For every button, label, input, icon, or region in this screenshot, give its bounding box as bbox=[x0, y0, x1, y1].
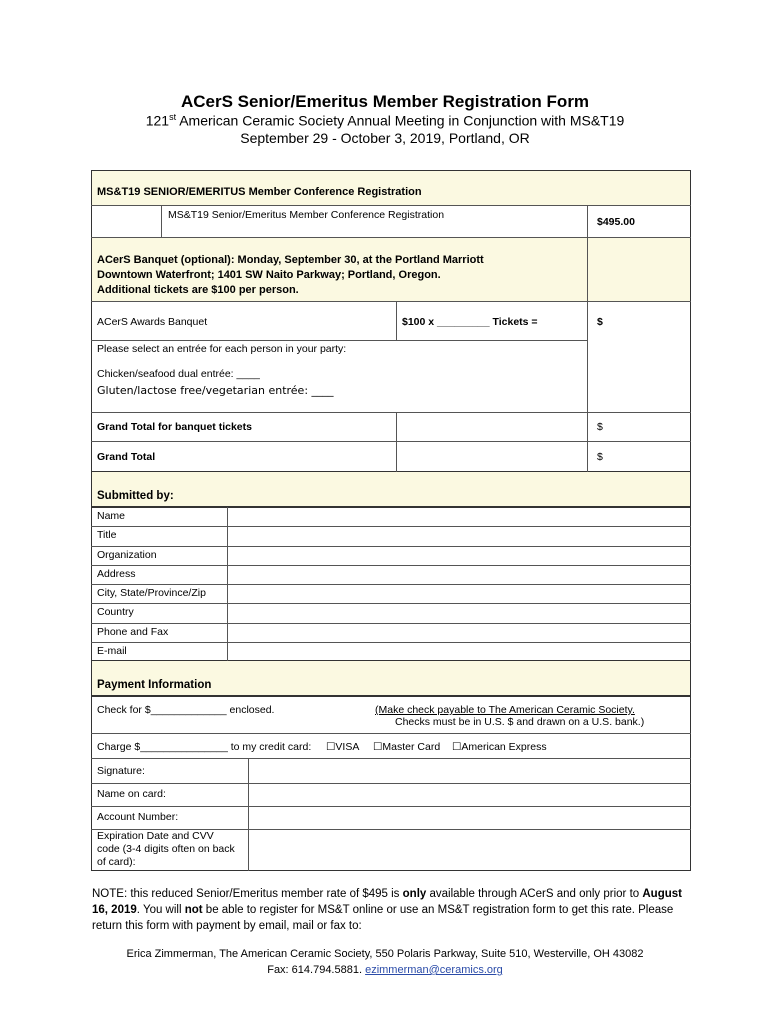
entree-vegetarian-field[interactable]: Gluten/lactose free/vegetarian entrée: ____ bbox=[97, 384, 334, 397]
submitted-field-label: Address bbox=[97, 567, 136, 580]
expiration-cvv-input[interactable] bbox=[249, 830, 690, 870]
submitted-field-input[interactable] bbox=[228, 604, 690, 622]
divider bbox=[91, 205, 691, 206]
note-paragraph bbox=[92, 886, 692, 934]
conference-item-price: $495.00 bbox=[597, 216, 635, 228]
submitted-field-input[interactable] bbox=[228, 585, 690, 603]
account-number-input[interactable] bbox=[249, 807, 690, 829]
name-on-card-label: Name on card: bbox=[97, 788, 166, 800]
note-text: . You will bbox=[136, 904, 185, 916]
submitted-field-label: Name bbox=[97, 510, 126, 522]
submitted-field-input[interactable] bbox=[228, 624, 690, 642]
footer-contact bbox=[0, 964, 770, 976]
divider bbox=[91, 301, 691, 302]
signature-input[interactable] bbox=[249, 759, 690, 783]
check-note-line1: (Make check payable to The American Ceramic Society. bbox=[375, 704, 635, 716]
awards-amount-field[interactable]: $ bbox=[597, 316, 603, 328]
footer-email-link[interactable]: ezimmerman@ceramics.org bbox=[365, 964, 503, 976]
tickets-quantity-field[interactable]: $100 x _________ Tickets = bbox=[402, 316, 538, 328]
conference-heading: MS&T19 SENIOR/EMERITUS Member Conference Registration bbox=[97, 186, 422, 198]
submitted-field-input[interactable] bbox=[228, 547, 690, 565]
footer-fax: Fax: 614.794.5881. bbox=[267, 964, 366, 976]
banquet-heading-line3: Additional tickets are $100 per person. bbox=[97, 284, 299, 296]
check-amount-field[interactable]: Check for $_____________ enclosed. bbox=[97, 704, 275, 716]
divider bbox=[161, 205, 162, 237]
banquet-heading-line2: Downtown Waterfront; 1401 SW Naito Parkway; Portland, Oregon. bbox=[97, 269, 441, 281]
grand-total-field[interactable]: $ bbox=[597, 451, 603, 463]
note-text: available through ACerS and only prior to bbox=[426, 888, 643, 900]
submitted-field-label: E-mail bbox=[97, 644, 127, 657]
account-number-label: Account Number: bbox=[97, 811, 179, 823]
note-text: NOTE: this reduced Senior/Emeritus member rate of $495 is bbox=[92, 888, 403, 900]
note-text: be able to register for MS&T online or use an MS&T registration form to get this rate. Please return this form with payment by email, mail or fax to: bbox=[92, 904, 674, 932]
divider bbox=[396, 412, 397, 472]
form-title: ACerS Senior/Emeritus Member Registration Form bbox=[180, 92, 590, 111]
banquet-total-label: Grand Total for banquet tickets bbox=[97, 421, 252, 433]
note-deadline: August 16, 2019 bbox=[92, 888, 682, 916]
ordinal-suffix: st bbox=[169, 112, 177, 122]
check-note-line2: Checks must be in U.S. $ and drawn on a U.S. bank.) bbox=[395, 716, 645, 728]
divider bbox=[91, 441, 691, 442]
divider bbox=[91, 412, 691, 413]
divider bbox=[91, 546, 691, 547]
banquet-heading-bg-right bbox=[588, 238, 690, 301]
meeting-dates: September 29 - October 3, 2019, Portland, OR bbox=[240, 130, 530, 146]
entree-prompt: Please select an entrée for each person in your party: bbox=[97, 343, 347, 355]
mastercard-checkbox[interactable]: ☐Master Card bbox=[373, 741, 441, 753]
divider bbox=[396, 301, 397, 341]
entree-chicken-field[interactable]: Chicken/seafood dual entrée: ____ bbox=[97, 368, 260, 380]
divider bbox=[91, 565, 691, 566]
divider bbox=[91, 526, 691, 527]
expiration-label-text: Expiration Date and CVV bbox=[97, 830, 214, 842]
submitted-field-label: Organization bbox=[97, 548, 157, 561]
footer-address: Erica Zimmerman, The American Ceramic Society, 550 Polaris Parkway, Suite 510, Westerville, OH 43082 bbox=[126, 948, 644, 960]
submitted-heading: Submitted by: bbox=[97, 490, 174, 502]
expiration-label-line2: code (3-4 digits often on back bbox=[97, 843, 235, 855]
submitted-field-label: Country bbox=[97, 606, 134, 619]
submitted-field-input[interactable] bbox=[228, 566, 690, 584]
payment-heading: Payment Information bbox=[97, 679, 212, 691]
submitted-field-label: City, State/Province/Zip bbox=[97, 587, 206, 599]
subtitle-text: American Ceramic Society Annual Meeting in Conjunction with MS&T19 bbox=[176, 112, 625, 129]
banquet-total-field[interactable]: $ bbox=[597, 421, 603, 433]
expiration-label-line1 bbox=[97, 830, 214, 842]
awards-banquet-label: ACerS Awards Banquet bbox=[97, 316, 208, 328]
conference-item-label: MS&T19 Senior/Emeritus Member Conference Registration bbox=[168, 209, 445, 221]
divider bbox=[91, 584, 691, 585]
name-on-card-input[interactable] bbox=[249, 784, 690, 806]
divider bbox=[91, 603, 691, 604]
note-not: not bbox=[184, 904, 203, 916]
expiration-label-line3: of card): bbox=[97, 856, 136, 868]
note-only: only bbox=[402, 888, 427, 900]
submitted-field-input[interactable] bbox=[228, 527, 690, 545]
submitted-field-label: Phone and Fax bbox=[97, 625, 169, 638]
submitted-field-input[interactable] bbox=[228, 643, 690, 661]
submitted-field-input[interactable] bbox=[228, 508, 690, 526]
signature-label: Signature: bbox=[97, 765, 145, 777]
divider bbox=[91, 733, 691, 734]
meeting-subtitle bbox=[0, 112, 770, 129]
divider bbox=[91, 340, 587, 341]
visa-checkbox[interactable]: ☐VISA bbox=[326, 741, 360, 753]
charge-amount-field[interactable]: Charge $_______________ to my credit card: bbox=[97, 741, 312, 753]
submitted-field-label: Title bbox=[97, 529, 117, 542]
ordinal-number: 121 bbox=[145, 112, 170, 129]
grand-total-label: Grand Total bbox=[97, 451, 156, 463]
divider bbox=[91, 642, 691, 643]
divider bbox=[91, 623, 691, 624]
banquet-heading-line1: ACerS Banquet (optional): Monday, September 30, at the Portland Marriott bbox=[97, 254, 484, 266]
amex-checkbox[interactable]: ☐American Express bbox=[452, 741, 547, 753]
submitted-heading-box bbox=[91, 472, 691, 507]
